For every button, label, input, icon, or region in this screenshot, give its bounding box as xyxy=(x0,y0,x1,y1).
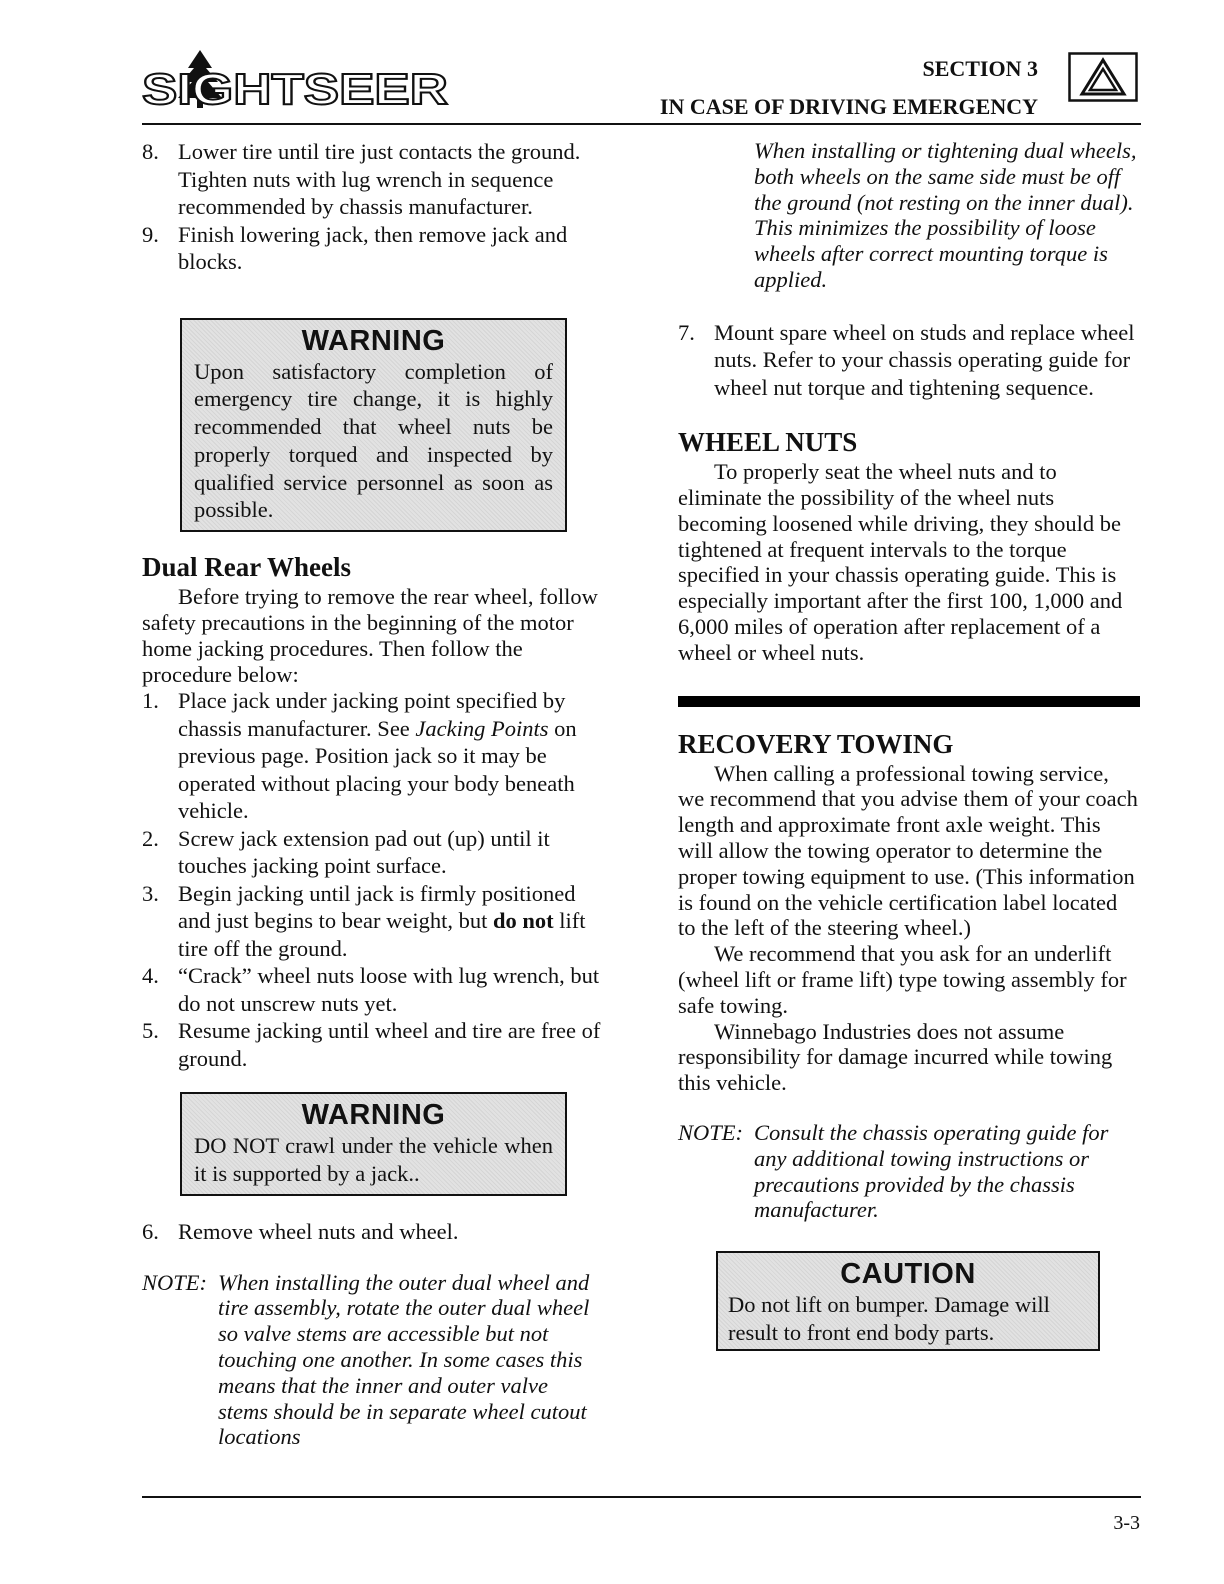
list-item: 7. Mount spare wheel on studs and replace wheel nuts. Refer to your chassis operating guide for wheel nut torque and tightening sequence. xyxy=(678,319,1135,400)
warning-text: DO NOT crawl under the vehicle when it is supported by a jack.. xyxy=(194,1133,553,1187)
list-item: 1. Place jack under jacking point specified by chassis manufacturer. See Jacking Points on previous page. Position jack so it may be operated without placing your body beneath vehicle. xyxy=(142,688,577,824)
section-number: SECTION 3 xyxy=(922,56,1038,81)
paragraph: Before trying to remove the rear wheel, follow safety precautions in the beginning of the motor home jacking procedures. Then follow the procedure below: xyxy=(142,584,598,687)
paragraph: Winnebago Industries does not assume responsibility for damage incurred while towing this vehicle. xyxy=(678,1018,1113,1096)
note-continuation: When installing or tightening dual wheels, both wheels on the same side must be off the ground (not resting on the inner dual). This minimizes the possibility of loose wheels after correct mounting torque is applied. xyxy=(754,138,1137,292)
note-label: NOTE: xyxy=(678,1120,744,1146)
sightseer-logo xyxy=(142,48,452,110)
left-column xyxy=(142,138,607,1450)
section-heading: WHEEL NUTS xyxy=(678,427,858,458)
paragraph: We recommend that you ask for an underlift (wheel lift or frame lift) type towing assembly for safe towing. xyxy=(678,941,1127,1018)
warning-triangle-icon xyxy=(1068,52,1138,102)
warning-text: Upon satisfactory completion of emergency tire change, it is highly recommended that wheel nuts be properly torqued and inspected by qualified service personnel as soon as possible. xyxy=(194,358,553,523)
section-title: IN CASE OF DRIVING EMERGENCY xyxy=(659,94,1038,119)
note-label: NOTE: xyxy=(142,1269,208,1295)
note xyxy=(678,1120,1140,1223)
caution-box xyxy=(716,1251,1100,1351)
page-number: 3-3 xyxy=(1113,1512,1140,1534)
list-item: 4. “Crack” wheel nuts loose with lug wrench, but do not unscrew nuts yet. xyxy=(142,963,600,1016)
note-text: When installing the outer dual wheel and tire assembly, rotate the outer dual wheel so valve stems are accessible but not touching one another. In some cases this means that the inner and outer valve stems should be in separate wheel cutout locations xyxy=(218,1269,590,1450)
paragraph: To properly seat the wheel nuts and to eliminate the possibility of the wheel nuts becoming loosened while driving, they should be tightened at frequent intervals to the torque specified in your chassis operating guide. This is especially important after the first 100, 1,000 and 6,000 miles of operation after replacement of a wheel or wheel nuts. xyxy=(678,459,1123,665)
warning-title: WARNING xyxy=(301,324,446,357)
list-item: 3. Begin jacking until jack is firmly positioned and just begins to bear weight, but do not lift tire off the ground. xyxy=(142,880,586,961)
section-heading: RECOVERY TOWING xyxy=(678,728,954,759)
footer-rule xyxy=(142,1496,1141,1498)
warning-title: WARNING xyxy=(301,1099,446,1132)
brand-text: SIGHTSEER xyxy=(142,65,448,110)
list-item: 6. Remove wheel nuts and wheel. xyxy=(142,1219,459,1245)
header-rule xyxy=(142,123,1141,125)
note-text: Consult the chassis operating guide for any additional towing instructions or precautions provided by the chassis manufacturer. xyxy=(754,1120,1109,1223)
caution-text: Do not lift on bumper. Damage will result to front end body parts. xyxy=(728,1292,1050,1345)
note xyxy=(142,1270,607,1451)
list-item: 8. Lower tire until tire just contacts the ground. Tighten nuts with lug wrench in sequence recommended by chassis manufacturer. xyxy=(142,139,581,219)
list-item: 5. Resume jacking until wheel and tire are free of ground. xyxy=(142,1018,601,1071)
section-divider xyxy=(678,696,1140,707)
list-item: 2. Screw jack extension pad out (up) until it touches jacking point surface. xyxy=(142,825,550,879)
list-item: 9. Finish lowering jack, then remove jack and blocks. xyxy=(142,221,568,274)
warning-box xyxy=(180,1092,567,1196)
paragraph: When calling a professional towing service, we recommend that you advise them of your coach length and approximate front axle weight. This will allow the towing operator to determine the proper towing equipment to use. (This information is found on the vehicle certification label located to the left of the steering wheel.) xyxy=(678,760,1138,941)
right-column xyxy=(678,138,1140,1351)
section-heading: Dual Rear Wheels xyxy=(142,552,351,583)
caution-title: CAUTION xyxy=(840,1258,976,1291)
warning-box xyxy=(180,318,567,533)
